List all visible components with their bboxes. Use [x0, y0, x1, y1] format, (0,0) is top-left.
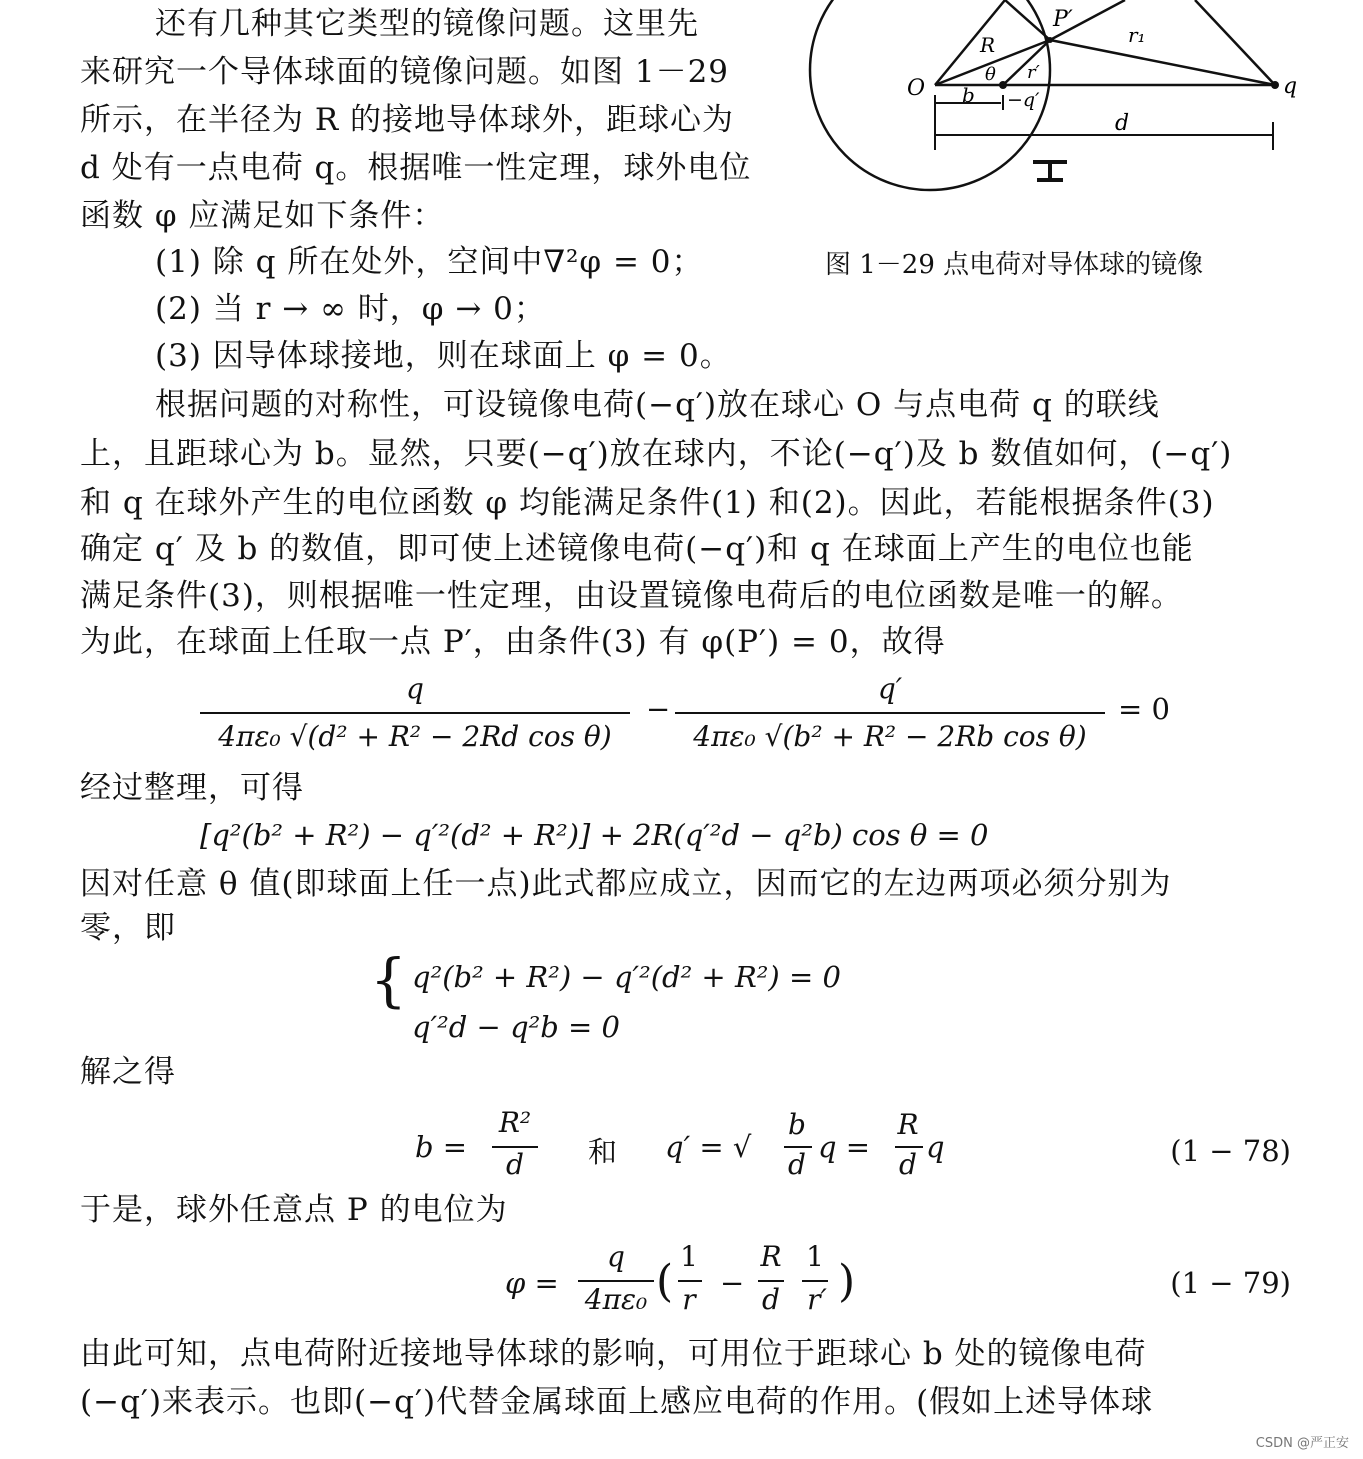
condition-3: (3) 因导体球接地，则在球面上 φ = 0。: [155, 338, 732, 374]
para1-line-4: d 处有一点电荷 q。根据唯一性定理，球外电位: [80, 150, 752, 186]
eq79-paren-close: ): [838, 1256, 856, 1307]
text-after-eq1: 经过整理，可得: [80, 770, 304, 806]
eq1-bar-2: [675, 712, 1105, 714]
eq79-bar-1: [578, 1280, 654, 1282]
eq78-b: b =: [415, 1130, 468, 1164]
eq79-number: (1 − 79): [1170, 1266, 1291, 1300]
system-line-1: q²(b² + R²) − q′²(d² + R²) = 0: [412, 960, 841, 994]
eq78-R2: R²: [498, 1106, 532, 1139]
label-theta: θ: [985, 64, 996, 85]
eq79-one: 1: [680, 1240, 698, 1273]
para1-line-5: 函数 φ 应满足如下条件：: [80, 198, 445, 234]
eq78-b-num: b: [788, 1108, 806, 1141]
para3-line-1: 因对任意 θ 值(即球面上任一点)此式都应成立，因而它的左边两项必须分别为: [80, 866, 1172, 902]
watermark: CSDN @严正安: [1255, 1436, 1349, 1451]
label-O: O: [907, 76, 926, 101]
eq1-bar-1: [200, 712, 630, 714]
figure-1-29: [805, 0, 1305, 200]
eq78-and: 和: [588, 1135, 618, 1169]
point-q: [1271, 81, 1279, 89]
solve-text: 解之得: [80, 1054, 176, 1090]
eq79-paren-open: (: [656, 1256, 674, 1307]
eq1-rhs: = 0: [1118, 692, 1170, 726]
eq79-phi: φ =: [505, 1266, 559, 1300]
condition-1: (1) 除 q 所在处外，空间中∇²φ = 0；: [155, 244, 704, 280]
eq79-num: q: [607, 1240, 625, 1273]
eq79-r: r: [682, 1283, 696, 1316]
eq79-den: 4πε₀: [584, 1283, 648, 1316]
eq79-R: R: [760, 1240, 782, 1273]
eq78-d2: d: [899, 1148, 917, 1181]
para1-line-2: 来研究一个导体球面的镜像问题。如图 1－29: [80, 54, 730, 90]
para2-line-5: 满足条件(3)，则根据唯一性定理，由设置镜像电荷后的电位函数是唯一的解。: [80, 578, 1183, 614]
eq1-denominator-2: 4πε₀ √(b² + R² − 2Rb cos θ): [693, 720, 1087, 753]
para2-line-2: 上，且距球心为 b。显然，只要(−q′)放在球内，不论(−q′)及 b 数值如何，(−q′): [80, 436, 1233, 472]
eq79-d: d: [762, 1283, 780, 1316]
label-R: R: [980, 33, 996, 57]
point-image-charge: [999, 81, 1007, 89]
eq78-qend: q =: [818, 1130, 871, 1164]
eq78-q: q′ = √: [665, 1130, 752, 1164]
eq1-minus: −: [646, 692, 671, 726]
system-brace: {: [370, 946, 407, 1014]
eq78-number: (1 − 78): [1170, 1134, 1291, 1168]
eq78-R: R: [897, 1108, 919, 1141]
para2-line-4: 确定 q′ 及 b 的数值，即可使上述镜像电荷(−q′)和 q 在球面上产生的电位也能: [80, 531, 1194, 567]
eq79-one-2: 1: [806, 1240, 824, 1273]
condition-2: (2) 当 r → ∞ 时，φ → 0；: [155, 291, 546, 327]
text-after-eq78: 于是，球外任意点 P 的电位为: [80, 1192, 508, 1228]
para2-line-6: 为此，在球面上任取一点 P′，由条件(3) 有 φ(P′) = 0，故得: [80, 624, 946, 660]
label-r-prime: r′: [1027, 62, 1040, 83]
label-neg-q: −q′: [1007, 89, 1040, 111]
figure-caption: 图 1－29 点电荷对导体球的镜像: [825, 250, 1204, 280]
eq78-d-den: d: [788, 1148, 806, 1181]
eq79-bar-4: [802, 1280, 828, 1282]
eq78-qq: q: [926, 1130, 945, 1164]
eq79-minus: −: [720, 1266, 745, 1300]
eq2: [q²(b² + R²) − q′²(d² + R²)] + 2R(q′²d − q²b) cos θ = 0: [200, 818, 989, 852]
eq79-bar-3: [758, 1280, 784, 1282]
eq1-numerator-1: q: [406, 672, 424, 705]
label-q: q: [1283, 74, 1298, 99]
label-P: P′: [1053, 7, 1073, 32]
eq79-bar-2: [678, 1280, 702, 1282]
closing-line-2: (−q′)来表示。也即(−q′)代替金属球面上感应电荷的作用。(假如上述导体球: [80, 1384, 1154, 1420]
eq1-denominator-1: 4πε₀ √(d² + R² − 2Rd cos θ): [218, 720, 612, 753]
eq1-numerator-2: q′: [877, 672, 903, 705]
eq78-d: d: [506, 1148, 524, 1181]
para1-line-1: 还有几种其它类型的镜像问题。这里先: [155, 6, 699, 42]
point-P: [1047, 37, 1053, 43]
eq79-r-prime: r′: [807, 1283, 827, 1316]
line-P-q: [1050, 40, 1275, 85]
closing-line-1: 由此可知，点电荷附近接地导体球的影响，可用位于距球心 b 处的镜像电荷: [80, 1336, 1147, 1372]
ground-symbol: [1033, 162, 1067, 180]
para2-line-3: 和 q 在球外产生的电位函数 φ 均能满足条件(1) 和(2)。因此，若能根据条件(3): [80, 485, 1215, 521]
label-r1: r₁: [1128, 23, 1146, 47]
para2-line-1: 根据问题的对称性，可设镜像电荷(−q′)放在球心 O 与点电荷 q 的联线: [155, 387, 1160, 423]
para1-line-3: 所示，在半径为 R 的接地导体球外，距球心为: [80, 102, 735, 138]
para3-line-2: 零，即: [80, 910, 176, 946]
label-d: d: [1115, 111, 1130, 136]
label-b: b: [962, 83, 975, 107]
system-line-2: q′²d − q²b = 0: [412, 1010, 621, 1044]
line-top: [1005, 0, 1050, 40]
